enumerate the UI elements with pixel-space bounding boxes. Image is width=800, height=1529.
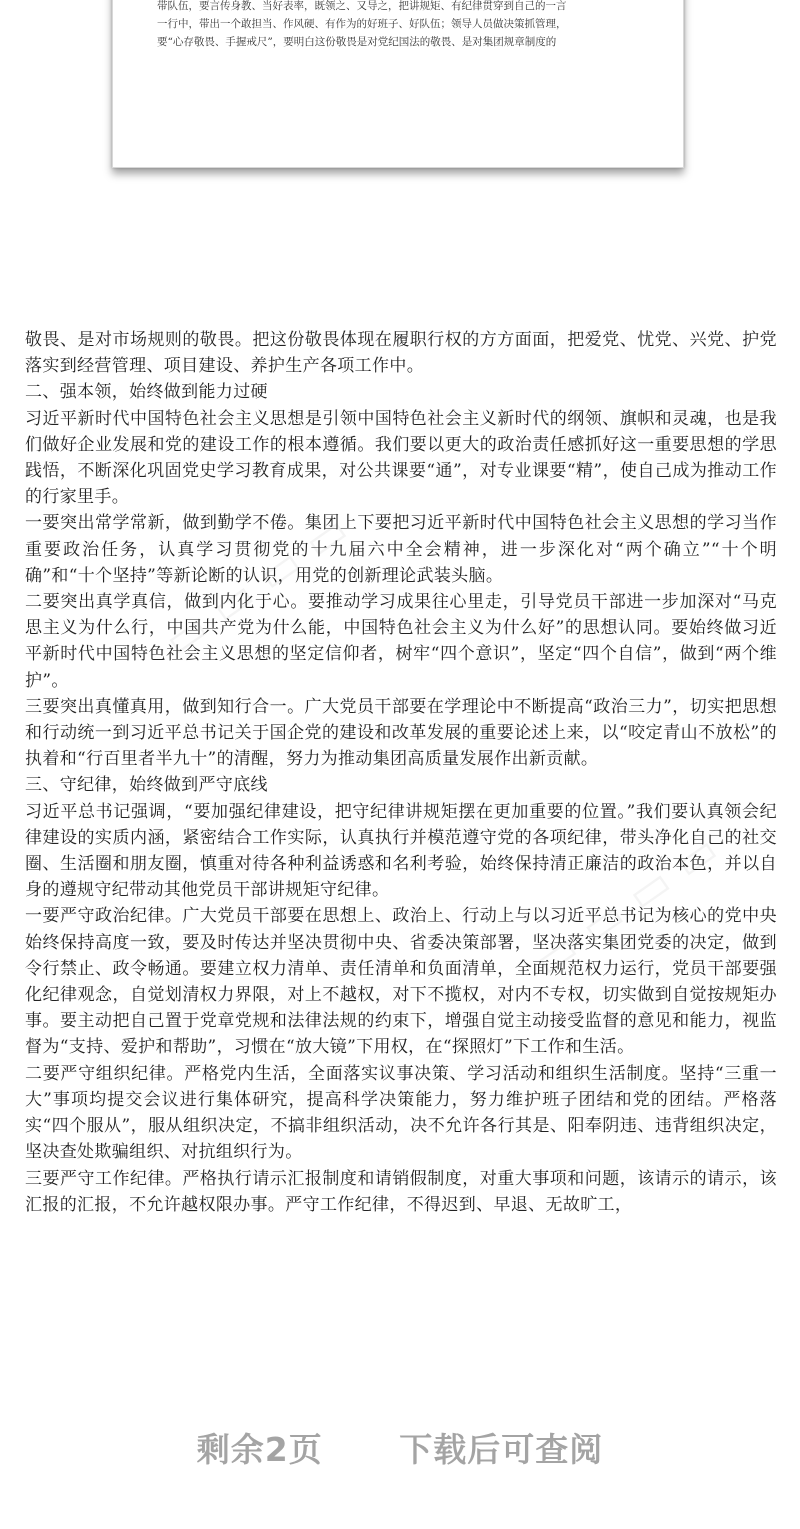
- paragraph: 二要突出真学真信，做到内化于心。要推动学习成果往心里走，引导党员干部进一步加深对“马克思主义为什么行，中国共产党为什么能，中国特色社会主义为什么好”的思想认同。要始终做习近平新时代中国特色社会主义思想的坚定信仰者，树牢“四个意识”，坚定“四个自信”，做到“两个维护”。: [25, 592, 777, 691]
- paragraph: 二要严守组织纪律。严格党内生活，全面落实议事决策、学习活动和组织生活制度。坚持“三重一大”事项均提交会议进行集体研究，提高科学决策能力，努力维护班子团结和党的团结。严格落实“四个服从”，服从组织决定，不搞非组织活动，决不允许各行其是、阳奉阴违、违背组织决定，坚决查处欺骗组织、对抗组织行为。: [25, 1063, 777, 1163]
- paragraph: 一要严守政治纪律。广大党员干部要在思想上、政治上、行动上与以习近平总书记为核心的党中央始终保持高度一致，要及时传达并坚决贯彻中央、省委决策部署，坚决落实集团党委的决定，做到令行禁止、政令畅通。要建立权力清单、责任清单和负面清单，全面规范权力运行，党员干部要强化纪律观念，自觉划清权力界限，对上不越权，对下不揽权，对内不专权，切实做到自觉按规矩办事。要主动把自己置于党章党规和法律法规的约束下，增强自觉主动接受监督的意见和能力，视监督为“支持、爱护和帮助”，习惯在“放大镜”下用权，在“探照灯”下工作和生活。: [25, 906, 777, 1058]
- document-body: [25, 327, 777, 1218]
- paragraph: 习近平总书记强调，“要加强纪律建设，把守纪律讲规矩摆在更加重要的位置。”我们要认真领会纪律建设的实质内涵，紧密结合工作实际，认真执行并模范遵守党的各项纪律，带头净化自己的社交圈、生活圈和朋友圈，慎重对待各种利益诱惑和名利考验，始终保持清正廉洁的政治本色，并以自身的遵规守纪带动其他党员干部讲规矩守纪律。: [25, 801, 777, 901]
- paragraph: 习近平新时代中国特色社会主义思想是引领中国特色社会主义新时代的纲领、旗帜和灵魂，也是我们做好企业发展和党的建设工作的根本遵循。我们要以更大的政治责任感抓好这一重要思想的学思践悟，不断深化巩固党史学习教育成果，对公共课要“通”，对专业课要“精”，使自己成为推动工作的行家里手。: [25, 408, 777, 508]
- preview-line: 带队伍，要言传身教、当好表率，既领之、又导之，把讲规矩、有纪律贯穿到自己的一言: [157, 0, 567, 12]
- preview-line: 要“心存敬畏、手握戒尺”，要明白这份敬畏是对党纪国法的敬畏、是对集团规章制度的: [157, 36, 557, 48]
- preview-line: 一行中，带出一个敢担当、作风硬、有作为的好班子、好队伍；领导人员做决策抓管理，: [157, 18, 567, 30]
- paragraph: 敬畏、是对市场规则的敬畏。把这份敬畏体现在履职行权的方方面面，把爱党、忧党、兴党、护党落实到经营管理、项目建设、养护生产各项工作中。: [25, 330, 777, 377]
- section-heading: 三、守纪律，始终做到严守底线: [25, 775, 268, 796]
- section-heading: 二、强本领，始终做到能力过硬: [25, 382, 268, 403]
- paragraph: 一要突出常学常新，做到勤学不倦。集团上下要把习近平新时代中国特色社会主义思想的学习当作重要政治任务，认真学习贯彻党的十九届六中全会精神，进一步深化对“两个确立”“十个明确”和“十个坚持”等新论断的认识，用党的创新理论武装头脑。: [25, 513, 777, 586]
- page-preview-area: [0, 0, 800, 300]
- paragraph: 三要突出真懂真用，做到知行合一。广大党员干部要在学理论中不断提高“政治三力”，切实把思想和行动统一到习近平总书记关于国企党的建设和改革发展的重要论述上来，以“咬定青山不放松”的执着和“行百里者半九十”的清醒，努力为推动集团高质量发展作出新贡献。: [25, 696, 777, 770]
- remaining-pages-label[interactable]: 剩余2页: [196, 1430, 323, 1469]
- download-to-view-label[interactable]: 下载后可查阅: [399, 1430, 604, 1469]
- download-prompt[interactable]: [0, 1420, 800, 1490]
- previous-page-card: [112, 0, 684, 168]
- paragraph: 三要严守工作纪律。严格执行请示汇报制度和请销假制度，对重大事项和问题，该请示的请示，该汇报的汇报，不允许越权限办事。严守工作纪律，不得迟到、早退、无故旷工，: [25, 1168, 777, 1215]
